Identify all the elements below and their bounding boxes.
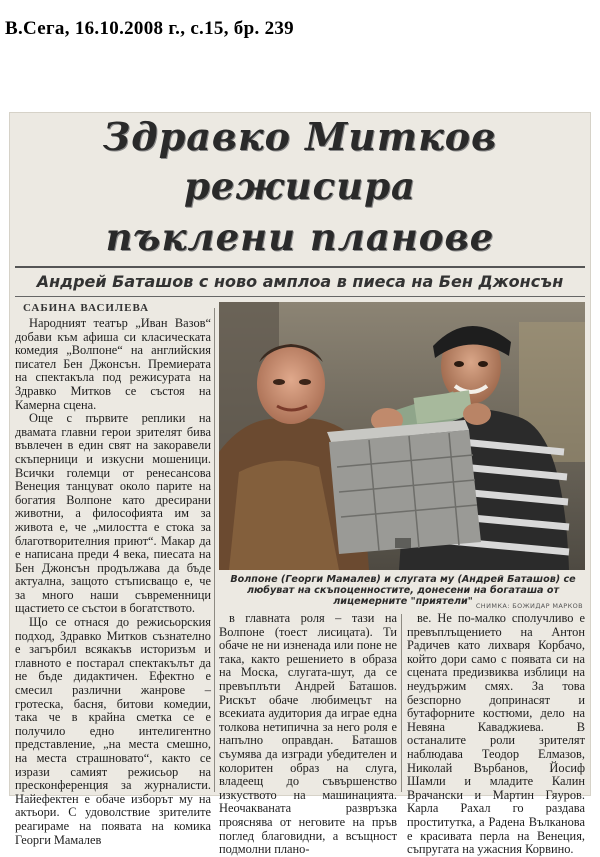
headline-line-1: Здравко Митков [102, 114, 498, 159]
photo-caption: Волпоне (Георги Мамалев) и слугата му (Андрей Баташов) се любуват на скъпоценностите, донесени на богаташа от лицемерните "приятели" [230, 574, 576, 607]
byline: САБИНА ВАСИЛЕВА [23, 302, 150, 314]
subheadline: Андрей Баташов с ново амплоа в пиеса на Бен Джонсън [36, 272, 564, 291]
subheadline-rule [15, 296, 585, 297]
column-1-paragraph-1: Народният театър „Иван Вазов“ добави към афиша си класическата комедия „Волпоне“ на английския писател Бен Джонсън. Премиерата на спектакъла под режисурата на Здравко Митков се състоя на Камерна сцена. [15, 316, 211, 412]
newspaper-clipping [9, 112, 591, 857]
article-photo [219, 302, 585, 570]
article-column-2 [219, 611, 397, 857]
column-divider [401, 614, 402, 792]
column-1-paragraph-2: Още с първите реплики на двамата главни герои зрителят бива въвлечен в един свят на закоравели скъперници и изкусни мошеници. Всички големци от ренесансова Венеция танцуват около парите на богатия Волпоне като дресирани животни, а философията им за живота е, че „милостта е стока за благотворителния приют“. Макар да е написана преди 4 века, пиесата на Бен Джонсън продължава да бъде актуална, защото стъписващо е, че за много наши съвременници щастието се състои в богатството. [15, 411, 211, 616]
headline-line-2: режисира [184, 164, 416, 208]
column-3-text: ве. Не по-малко сполучливо е превъплъщението на Антон Радичев като лихваря Корбачо, който дори само с появата си на сцената предизвиква изблици на неудържим смях. За това безспорно допринасят и бутафорните костюми, дело на Невяна Каваджиева. В останалите роли зрителят наблюдава Теодор Елмазов, Николай Върбанов, Йосиф Шамли и младите Калин Врачански и Мартин Гяуров. Карла Рахал го раздава проститутка, а Радена Вълканова е красивата перла на Венеция, съпругата на ужасния Корвино. [407, 611, 585, 857]
photo-illustration [219, 302, 585, 570]
source-citation: В.Сега, 16.10.2008 г., с.15, бр. 239 [5, 18, 294, 39]
photo-credit: СНИМКА: БОЖИДАР МАРКОВ [475, 602, 583, 610]
column-2-text: в главната роля – тази на Волпоне (тоест лисицата). Ти обаче не ни изненада или поне не така, както решението в образа на Моска, слугата-шут, да се превъплъти Андрей Баташов. Рискът обаче любимецът на всекиата аудитория да играе една толкова нетипична за него роля е напълно оправдан. Баташов съумява да изгради убедителен и колоритен образ на слуга, владеещ до съвършенство изкуството на машинацията. Неочакваната развръзка прояснява от неговите на пръв поглед благовидни, а всъщност подмолни плано- [219, 611, 397, 857]
headline-line-3: пъклени планове [105, 215, 495, 259]
column-divider [214, 308, 215, 792]
article-column-3 [407, 611, 585, 857]
article-column-1 [15, 316, 211, 847]
headline-rule [15, 266, 585, 268]
column-1-paragraph-3: Що се отнася до режисьорския подход, Здравко Митков съзнателно е загърбил всякакъв историзъм и главното е постарал спектакълът да не бъде дидактичен. Ефектно е смесил различни жанрове – гротеска, басня, битови комедии, така че в крайна сметка се е получило едно интелигентно представление, „на места смешно, на места страшновато“, както се изрази самият режисьор на пресконференция за журналисти. Найефектен е обаче изборът му на актьори. С удоволствие зрителите реагираме на появата на комика Георги Мамалев [15, 615, 211, 847]
